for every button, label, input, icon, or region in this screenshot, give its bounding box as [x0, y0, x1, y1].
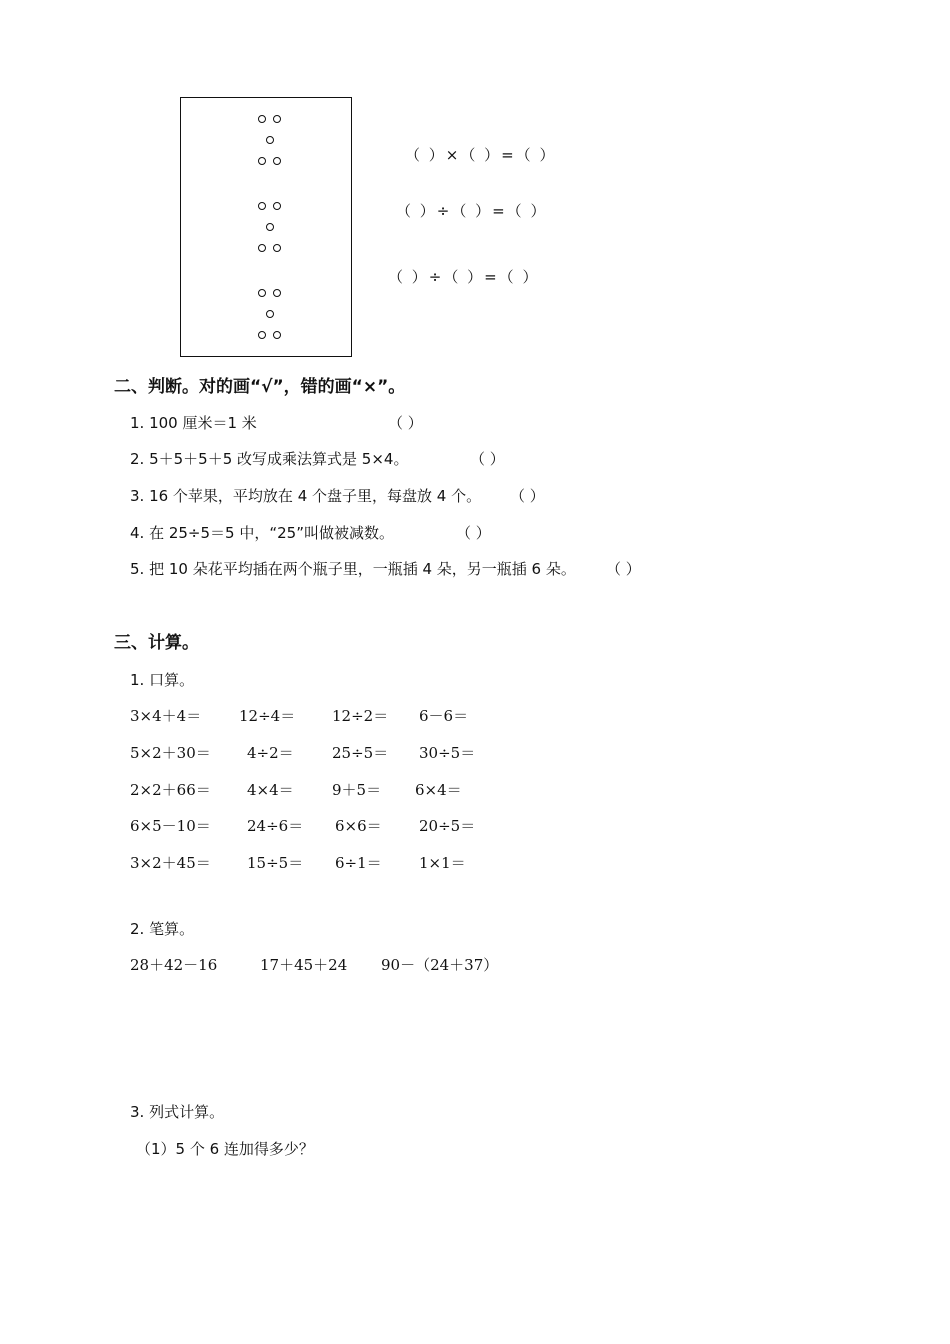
circle-icon — [273, 331, 281, 339]
circle-icon — [266, 310, 274, 318]
judge-item-1: 1. 100 厘米＝1 米 — [130, 414, 257, 432]
section2-heading: 二、判断。对的画“√”，错的画“×”。 — [114, 377, 406, 397]
circle-icon — [258, 157, 266, 165]
circle-icon — [273, 202, 281, 210]
judge-blank-1[interactable]: （ ） — [388, 414, 423, 432]
judge-item-4: 4. 在 25÷5＝5 中，“25”叫做被减数。 — [130, 524, 394, 542]
circle-icon — [258, 202, 266, 210]
written-problem-2[interactable]: 17＋45＋24 — [260, 956, 348, 974]
section3-heading: 三、计算。 — [114, 633, 199, 653]
listing-problem-1[interactable]: （1）5 个 6 连加得多少？ — [136, 1140, 314, 1158]
judge-item-3: 3. 16 个苹果，平均放在 4 个盘子里，每盘放 4 个。 — [130, 487, 482, 505]
judge-item-5: 5. 把 10 朵花平均插在两个瓶子里，一瓶插 4 朵，另一瓶插 6 朵。 — [130, 560, 576, 578]
equation-multiply[interactable]: （ ）×（ ）=（ ） — [405, 146, 557, 164]
oral-problem[interactable]: 3×4＋4＝ — [130, 707, 202, 725]
oral-problem[interactable]: 3×2＋45＝ — [130, 854, 211, 872]
dot-figure-box — [180, 97, 352, 357]
equation-divide-1[interactable]: （ ）÷（ ）=（ ） — [396, 202, 548, 220]
oral-problem[interactable]: 20÷5＝ — [419, 817, 476, 835]
judge-blank-2[interactable]: （ ） — [470, 450, 505, 468]
equation-divide-2[interactable]: （ ）÷（ ）=（ ） — [388, 268, 540, 286]
oral-problem[interactable]: 12÷2＝ — [332, 707, 389, 725]
circle-icon — [258, 115, 266, 123]
circle-icon — [273, 289, 281, 297]
circle-icon — [258, 289, 266, 297]
judge-blank-3[interactable]: （ ） — [510, 487, 545, 505]
oral-problem[interactable]: 4÷2＝ — [247, 744, 294, 762]
oral-problem[interactable]: 2×2＋66＝ — [130, 781, 211, 799]
circle-icon — [266, 136, 274, 144]
oral-problem[interactable]: 15÷5＝ — [247, 854, 304, 872]
oral-problem[interactable]: 6－6＝ — [419, 707, 469, 725]
oral-problem[interactable]: 6×4＝ — [415, 781, 462, 799]
listing-calc-title: 3. 列式计算。 — [130, 1103, 225, 1121]
oral-problem[interactable]: 24÷6＝ — [247, 817, 304, 835]
oral-problem[interactable]: 25÷5＝ — [332, 744, 389, 762]
oral-problem[interactable]: 30÷5＝ — [419, 744, 476, 762]
circle-icon — [266, 223, 274, 231]
circle-icon — [273, 244, 281, 252]
judge-blank-4[interactable]: （ ） — [456, 524, 491, 542]
oral-problem[interactable]: 6×6＝ — [335, 817, 382, 835]
oral-problem[interactable]: 4×4＝ — [247, 781, 294, 799]
oral-problem[interactable]: 1×1＝ — [419, 854, 466, 872]
oral-problem[interactable]: 12÷4＝ — [239, 707, 296, 725]
written-calc-title: 2. 笔算。 — [130, 920, 195, 938]
oral-problem[interactable]: 6×5－10＝ — [130, 817, 211, 835]
oral-problem[interactable]: 5×2＋30＝ — [130, 744, 211, 762]
written-problem-3[interactable]: 90－（24＋37） — [381, 956, 499, 974]
circle-icon — [258, 331, 266, 339]
circle-icon — [273, 157, 281, 165]
written-problem-1[interactable]: 28＋42－16 — [130, 956, 218, 974]
oral-calc-title: 1. 口算。 — [130, 671, 195, 689]
oral-problem[interactable]: 6÷1＝ — [335, 854, 382, 872]
judge-item-2: 2. 5＋5＋5＋5 改写成乘法算式是 5×4。 — [130, 450, 409, 468]
oral-problem[interactable]: 9＋5＝ — [332, 781, 382, 799]
circle-icon — [258, 244, 266, 252]
circle-icon — [273, 115, 281, 123]
judge-blank-5[interactable]: （ ） — [606, 560, 641, 578]
